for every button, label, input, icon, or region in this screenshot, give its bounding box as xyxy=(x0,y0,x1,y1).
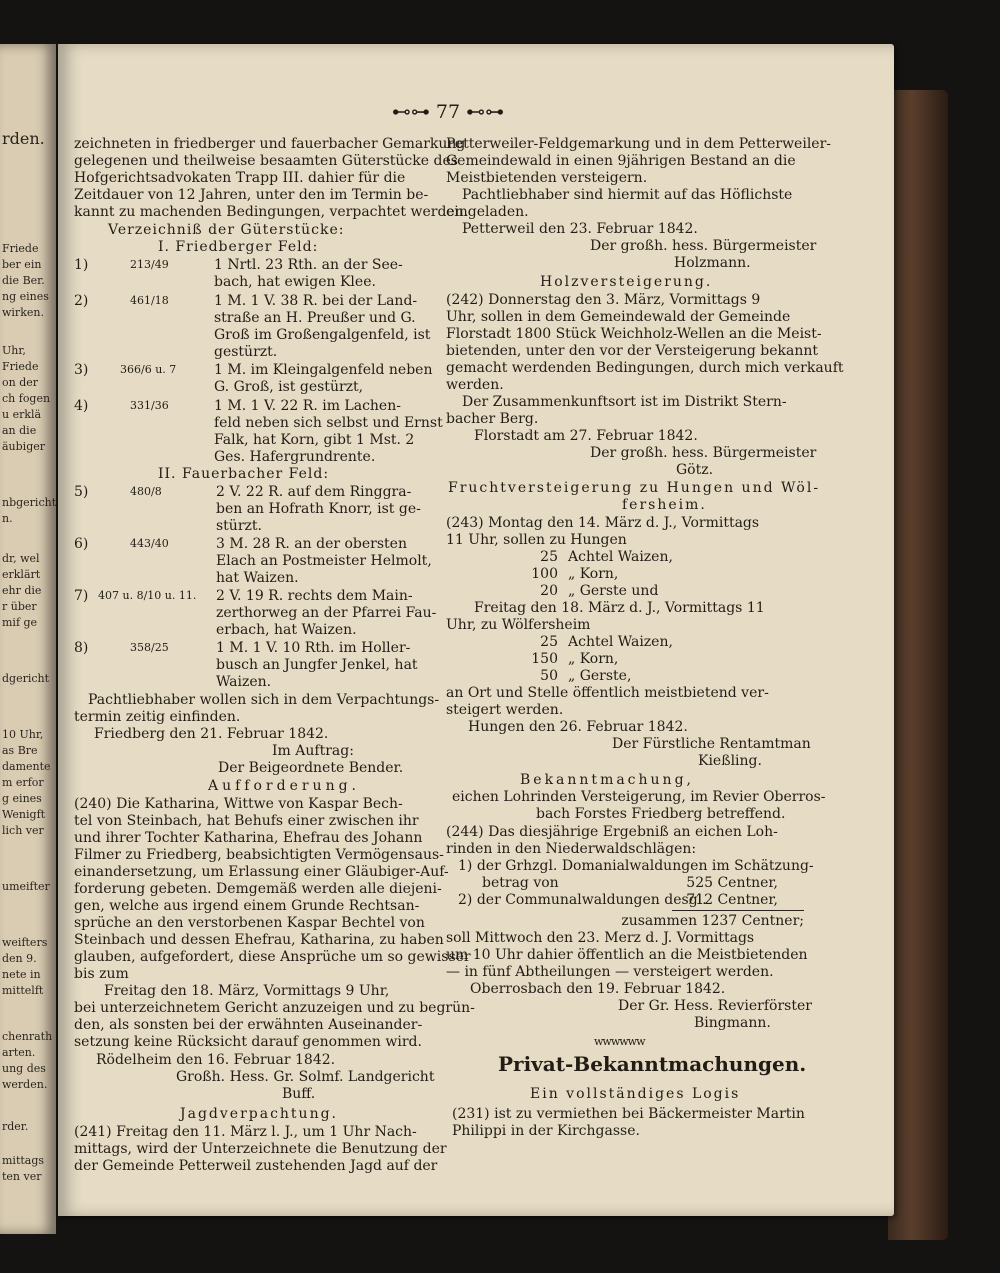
prev-fragment: m erfor xyxy=(2,776,44,789)
item-line: straße an H. Preußer und G. xyxy=(214,310,416,326)
item-number: 6) xyxy=(74,536,89,552)
grain-qty: 150 xyxy=(531,651,558,667)
text-line: der Gemeinde Petterweil zustehenden Jagd auf der xyxy=(74,1158,438,1174)
sum-rule xyxy=(672,910,804,911)
signature-line: Götz. xyxy=(676,462,714,478)
prev-fragment: u erklä xyxy=(2,408,42,421)
parcel-number: 407 u. 8/10 u. 11. xyxy=(98,589,197,602)
item-line: 2 V. 22 R. auf dem Ringgra- xyxy=(216,484,412,500)
signature-line: Im Auftrag: xyxy=(272,743,354,759)
text-line: 1) der Grhzgl. Domanialwaldungen im Schätzung- xyxy=(458,858,814,874)
text-line: — in fünf Abtheilungen — versteigert werden. xyxy=(446,964,774,980)
section-heading: I. Friedberger Feld: xyxy=(158,239,319,255)
text-line: gemacht werdenden Bedingungen, durch mich verkauft xyxy=(446,360,844,376)
item-number: 3) xyxy=(74,362,89,378)
signature-line: Der großh. hess. Bürgermeister xyxy=(590,238,817,254)
text-line: betrag von xyxy=(482,875,559,891)
item-number: 2) xyxy=(74,293,89,309)
text-line: Petterweiler-Feldgemarkung und in dem Petterweiler- xyxy=(446,136,831,152)
text-line: den, als sonsten bei der erwähnten Auseinander- xyxy=(74,1017,423,1033)
prev-fragment: weifters xyxy=(2,936,48,949)
book-edge xyxy=(888,90,948,1240)
text-line: Pachtliebhaber sind hiermit auf das Höflichste xyxy=(462,187,793,203)
prev-fragment: nete in xyxy=(2,968,41,981)
text-line: bacher Berg. xyxy=(446,411,539,427)
item-line: gestürzt. xyxy=(214,344,278,360)
grain-qty: 100 xyxy=(531,566,558,582)
text-line: Freitag den 18. März d. J., Vormittags 11 xyxy=(474,600,765,616)
item-line: Groß im Großengalgenfeld, ist xyxy=(214,327,431,343)
item-line: Waizen. xyxy=(216,674,272,690)
prev-fragment: erklärt xyxy=(2,568,41,581)
item-line: Elach an Postmeister Helmolt, xyxy=(216,553,432,569)
text-line: an Ort und Stelle öffentlich meistbietend ver- xyxy=(446,685,769,701)
item-line: 1 M. 1 V. 38 R. bei der Land- xyxy=(214,293,418,309)
grain-unit: Achtel Waizen, xyxy=(568,549,673,565)
prev-fragment: rder. xyxy=(2,1120,29,1133)
page-header xyxy=(358,101,538,123)
item-number: 8) xyxy=(74,640,89,656)
prev-fragment: wirken. xyxy=(2,306,44,319)
page-number: 77 xyxy=(435,101,461,123)
text-line: rinden in den Niederwaldschlägen: xyxy=(446,841,697,857)
text-line: eichen Lohrinden Versteigerung, im Revier Oberros- xyxy=(452,789,826,805)
text-line: 2) der Communalwaldungen desgl. xyxy=(458,892,707,908)
date-line: Petterweil den 23. Februar 1842. xyxy=(462,221,698,237)
text-line: 11 Uhr, sollen zu Hungen xyxy=(446,532,627,548)
text-line: mittags, wird der Unterzeichnete die Benutzung der xyxy=(74,1141,447,1157)
prev-fragment: Friede xyxy=(2,242,39,255)
text-line: steigert werden. xyxy=(446,702,564,718)
grain-unit: „ Korn, xyxy=(568,566,619,582)
date-line: Florstadt am 27. Februar 1842. xyxy=(474,428,698,444)
prev-fragment: g eines xyxy=(2,792,42,805)
prev-fragment: rden. xyxy=(2,129,45,148)
section-heading: Aufforderung. xyxy=(208,778,360,794)
prev-fragment: damente xyxy=(2,760,51,773)
text-line: (244) Das diesjährige Ergebniß an eichen Loh- xyxy=(446,824,778,840)
text-line: eingeladen. xyxy=(446,204,529,220)
text-line: (231) ist zu vermiethen bei Bäckermeister Martin xyxy=(452,1106,805,1122)
prev-fragment: den 9. xyxy=(2,952,37,965)
section-heading: II. Fauerbacher Feld: xyxy=(158,466,330,482)
text-line: Philippi in der Kirchgasse. xyxy=(452,1123,640,1139)
text-line: um 10 Uhr dahier öffentlich an die Meistbietenden xyxy=(446,947,808,963)
amount: 525 Centner, xyxy=(686,875,778,891)
section-heading: Fruchtversteigerung zu Hungen und Wöl- xyxy=(448,480,821,496)
item-number: 4) xyxy=(74,398,89,414)
item-number: 5) xyxy=(74,484,89,500)
signature-line: Der Fürstliche Rentamtman xyxy=(612,736,811,752)
text-line: (242) Donnerstag den 3. März, Vormittags 9 xyxy=(446,292,761,308)
item-line: stürzt. xyxy=(216,518,262,534)
text-line: termin zeitig einfinden. xyxy=(74,709,241,725)
text-line: Freitag den 18. März, Vormittags 9 Uhr, xyxy=(104,983,390,999)
section-heading: Verzeichniß der Güterstücke: xyxy=(108,222,345,238)
ornament-right-icon: ⊷⊶ xyxy=(460,101,505,123)
prev-fragment: werden. xyxy=(2,1078,48,1091)
prev-fragment: äubiger xyxy=(2,440,46,453)
prev-fragment: ng eines xyxy=(2,290,49,303)
text-line: Meistbietenden versteigern. xyxy=(446,170,648,186)
text-line: gelegenen und theilweise besaamten Güterstücke des xyxy=(74,153,458,169)
section-heading: Ein vollständiges Logis xyxy=(530,1086,741,1102)
previous-page-edge xyxy=(0,44,56,1234)
text-line: Steinbach und dessen Ehefrau, Katharina, zu haben xyxy=(74,932,444,948)
text-line: tel von Steinbach, hat Behufs einer zwischen ihr xyxy=(74,813,419,829)
signature-line: Buff. xyxy=(282,1086,316,1102)
text-line: setzung keine Rücksicht darauf genommen wird. xyxy=(74,1034,422,1050)
text-line: (243) Montag den 14. März d. J., Vormittags xyxy=(446,515,760,531)
signature-line: Der großh. hess. Bürgermeister xyxy=(590,445,817,461)
item-line: 1 M. im Kleingalgenfeld neben xyxy=(214,362,433,378)
prev-fragment: ten ver xyxy=(2,1170,42,1183)
item-line: 1 M. 1 V. 10 Rth. im Holler- xyxy=(216,640,411,656)
item-line: 1 M. 1 V. 22 R. im Lachen- xyxy=(214,398,401,414)
prev-fragment: umeifter xyxy=(2,880,50,893)
text-line: werden. xyxy=(446,377,504,393)
text-line: einandersetzung, um Erlassung einer Gläubiger-Auf- xyxy=(74,864,449,880)
grain-qty: 20 xyxy=(540,583,558,599)
text-line: kannt zu machenden Bedingungen, verpachtet werden. xyxy=(74,204,469,220)
prev-fragment: nbgericht xyxy=(2,496,56,509)
signature-line: Der Gr. Hess. Revierförster xyxy=(618,998,812,1014)
grain-unit: Achtel Waizen, xyxy=(568,634,673,650)
grain-unit: „ Gerste, xyxy=(568,668,632,684)
item-line: bach, hat ewigen Klee. xyxy=(214,274,376,290)
item-line: Ges. Hafergrundrente. xyxy=(214,449,376,465)
ornament-divider: wwwwww xyxy=(594,1035,645,1048)
prev-fragment: as Bre xyxy=(2,744,38,757)
text-line: sprüche an den verstorbenen Kaspar Bechtel von xyxy=(74,915,425,931)
prev-fragment: an die xyxy=(2,424,37,437)
prev-fragment: Uhr, xyxy=(2,344,26,357)
item-line: ben an Hofrath Knorr, ist ge- xyxy=(216,501,421,517)
text-line: Uhr, sollen in dem Gemeindewald der Gemeinde xyxy=(446,309,791,325)
prev-fragment: dgericht xyxy=(2,672,50,685)
text-line: bis zum xyxy=(74,966,129,982)
text-line: Gemeindewald in einen 9jährigen Bestand an die xyxy=(446,153,796,169)
text-line: glauben, aufgefordert, diese Ansprüche um so gewisser xyxy=(74,949,471,965)
prev-fragment: ehr die xyxy=(2,584,42,597)
parcel-number: 480/8 xyxy=(130,485,162,498)
text-line: Florstadt 1800 Stück Weichholz-Wellen an die Meist- xyxy=(446,326,822,342)
item-line: Falk, hat Korn, gibt 1 Mst. 2 xyxy=(214,432,415,448)
item-line: 1 Nrtl. 23 Rth. an der See- xyxy=(214,257,403,273)
item-number: 7) xyxy=(74,588,89,604)
item-line: zerthorweg an der Pfarrei Fau- xyxy=(216,605,437,621)
prev-fragment: ch fogen xyxy=(2,392,51,405)
item-line: busch an Jungfer Jenkel, hat xyxy=(216,657,418,673)
text-line: Pachtliebhaber wollen sich in dem Verpachtungs- xyxy=(88,692,440,708)
parcel-number: 443/40 xyxy=(130,537,169,550)
parcel-number: 213/49 xyxy=(130,258,169,271)
prev-fragment: mittelft xyxy=(2,984,44,997)
text-line: und ihrer Tochter Katharina, Ehefrau des Johann xyxy=(74,830,423,846)
date-line: Hungen den 26. Februar 1842. xyxy=(468,719,688,735)
prev-fragment: die Ber. xyxy=(2,274,45,287)
signature-line: Bingmann. xyxy=(694,1015,771,1031)
item-line: feld neben sich selbst und Ernst xyxy=(214,415,443,431)
ornament-left-icon: ⊷⊶ xyxy=(391,101,436,123)
prev-fragment: on der xyxy=(2,376,39,389)
grain-qty: 50 xyxy=(540,668,558,684)
text-line: bei unterzeichnetem Gericht anzuzeigen und zu begrün- xyxy=(74,1000,475,1016)
grain-unit: „ Korn, xyxy=(568,651,619,667)
prev-fragment: ber ein xyxy=(2,258,42,271)
signature-line: Kießling. xyxy=(698,753,762,769)
text-line: Filmer zu Friedberg, beabsichtigten Vermögensaus- xyxy=(74,847,444,863)
grain-unit: „ Gerste und xyxy=(568,583,659,599)
text-line: (241) Freitag den 11. März l. J., um 1 Uhr Nach- xyxy=(74,1124,417,1140)
text-line: bietenden, unter den vor der Versteigerung bekannt xyxy=(446,343,818,359)
item-line: G. Groß, ist gestürzt, xyxy=(214,379,364,395)
prev-fragment: n. xyxy=(2,512,13,525)
prev-fragment: arten. xyxy=(2,1046,36,1059)
prev-fragment: ung des xyxy=(2,1062,46,1075)
parcel-number: 461/18 xyxy=(130,294,169,307)
private-notices-heading: Privat-Bekanntmachungen. xyxy=(498,1052,807,1076)
parcel-number: 366/6 u. 7 xyxy=(120,363,177,376)
prev-fragment: mif ge xyxy=(2,616,38,629)
prev-fragment: Wenigft xyxy=(2,808,46,821)
text-line: gen, welche aus irgend einem Grunde Rechtsan- xyxy=(74,898,420,914)
grain-qty: 25 xyxy=(540,549,558,565)
item-line: 3 M. 28 R. an der obersten xyxy=(216,536,407,552)
parcel-number: 358/25 xyxy=(130,641,169,654)
signature-line: Der Beigeordnete Bender. xyxy=(218,760,404,776)
parcel-number: 331/36 xyxy=(130,399,169,412)
item-line: 2 V. 19 R. rechts dem Main- xyxy=(216,588,413,604)
text-line: Hofgerichtsadvokaten Trapp III. dahier für die xyxy=(74,170,406,186)
text-line: Zeitdauer von 12 Jahren, unter den im Termin be- xyxy=(74,187,429,203)
amount: 712 Centner, xyxy=(686,892,778,908)
date-line: Oberrosbach den 19. Februar 1842. xyxy=(470,981,726,997)
prev-fragment: 10 Uhr, xyxy=(2,728,44,741)
prev-fragment: Friede xyxy=(2,360,39,373)
grain-qty: 25 xyxy=(540,634,558,650)
signature-line: Großh. Hess. Gr. Solmf. Landgericht xyxy=(176,1069,435,1085)
prev-fragment: chenrath xyxy=(2,1030,53,1043)
prev-fragment: mittags xyxy=(2,1154,45,1167)
signature-line: Holzmann. xyxy=(674,255,751,271)
text-line: zeichneten in friedberger und fauerbacher Gemarkung xyxy=(74,136,466,152)
text-line: Uhr, zu Wölfersheim xyxy=(446,617,591,633)
section-heading: Jagdverpachtung. xyxy=(180,1106,339,1122)
item-line: erbach, hat Waizen. xyxy=(216,622,357,638)
date-line: Rödelheim den 16. Februar 1842. xyxy=(96,1052,336,1068)
prev-fragment: r über xyxy=(2,600,37,613)
prev-fragment: lich ver xyxy=(2,824,44,837)
total-amount: zusammen 1237 Centner; xyxy=(621,913,804,929)
text-line: soll Mittwoch den 23. Merz d. J. Vormittags xyxy=(446,930,755,946)
section-heading: Bekanntmachung, xyxy=(520,772,694,788)
item-number: 1) xyxy=(74,257,89,273)
text-line: (240) Die Katharina, Wittwe von Kaspar Bech- xyxy=(74,796,403,812)
section-heading: fersheim. xyxy=(622,497,707,513)
text-line: Der Zusammenkunftsort ist im Distrikt Stern- xyxy=(462,394,787,410)
document-page xyxy=(58,44,894,1216)
text-line: bach Forstes Friedberg betreffend. xyxy=(536,806,786,822)
item-line: hat Waizen. xyxy=(216,570,299,586)
text-line: forderung gebeten. Demgemäß werden alle diejeni- xyxy=(74,881,442,897)
date-line: Friedberg den 21. Februar 1842. xyxy=(94,726,329,742)
section-heading: Holzversteigerung. xyxy=(540,274,713,290)
prev-fragment: dr, wel xyxy=(2,552,40,565)
